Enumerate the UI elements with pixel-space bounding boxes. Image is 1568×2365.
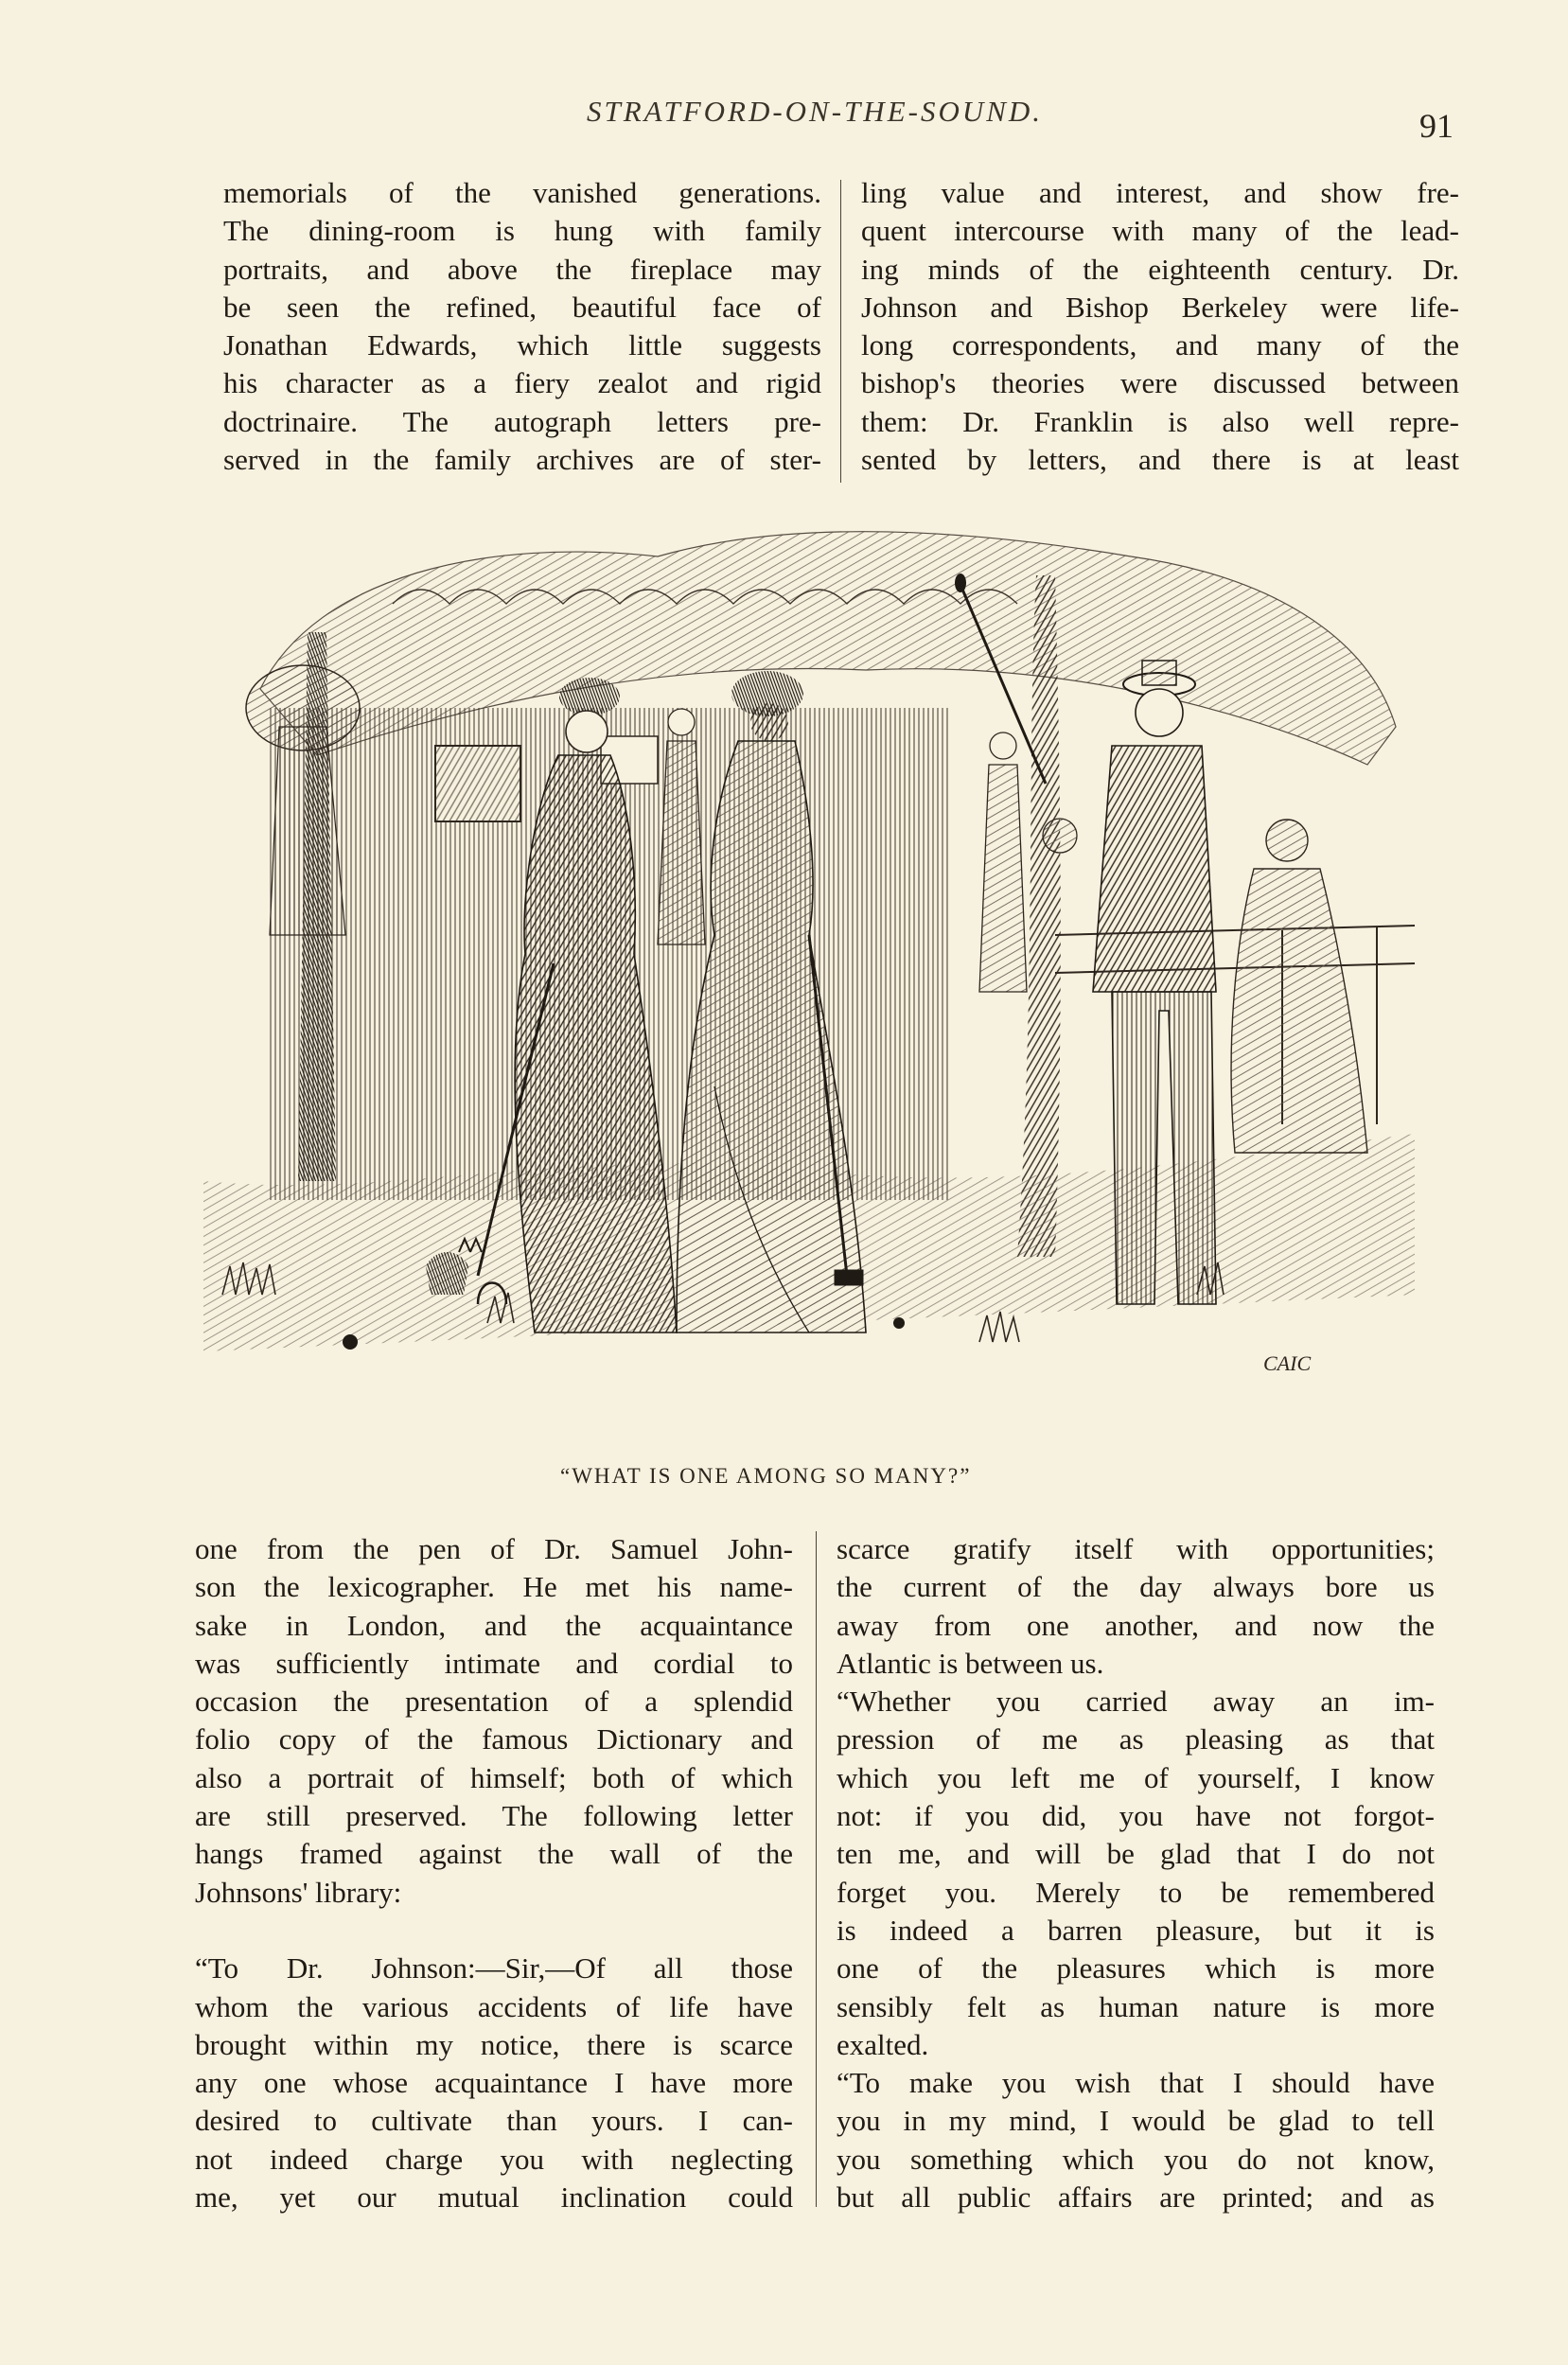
text-line: the current of the day always bore us [837,1570,1435,1604]
text-line: forget you. Merely to be remembered [837,1875,1435,1909]
text-line: which you left me of yourself, I know [837,1760,1435,1794]
text-line: occasion the presentation of a splendid [195,1685,793,1719]
running-head: STRATFORD-ON-THE-SOUND. [587,95,1044,128]
text-line: “To make you wish that I should have [837,2066,1435,2100]
text-line: ten me, and will be glad that I do not [837,1837,1435,1871]
text-line: served in the family archives are of ster- [223,443,821,477]
text-line: scarce gratify itself with opportunities; [837,1532,1435,1565]
text-line: are still preserved. The following letter [195,1799,793,1833]
text-line: but all public affairs are printed; and as [837,2180,1435,2215]
text-line: memorials of the vanished generations. [223,176,821,209]
bottom-right-column [837,1530,1435,2216]
text-line: one from the pen of Dr. Samuel John- [195,1532,793,1565]
artist-signature: CAIC [1263,1351,1312,1375]
text-line: Johnsons' library: [195,1875,402,1909]
text-line: brought within my notice, there is scarce [195,2027,793,2061]
text-line: sented by letters, and there is at least [861,443,1459,477]
text-line: away from one another, and now the [837,1608,1435,1642]
text-line: Atlantic is between us. [837,1646,1104,1680]
text-line: portraits, and above the fireplace may [223,252,821,286]
text-line: doctrinaire. The autograph letters pre- [223,404,821,438]
text-line [195,1912,793,1950]
text-line: sake in London, and the acquaintance [195,1608,793,1642]
text-line: hangs framed against the wall of the [195,1837,793,1871]
text-line: The dining-room is hung with family [223,214,821,248]
text-line: desired to cultivate than yours. I can- [195,2104,793,2138]
text-line: ling value and interest, and show fre- [861,176,1459,209]
page-number: 91 [1419,107,1453,145]
text-line: them: Dr. Franklin is also well repre- [861,404,1459,438]
text-line: bishop's theories were discussed between [861,366,1459,400]
text-line: any one whose acquaintance I have more [195,2066,793,2100]
text-line: whom the various accidents of life have [195,1989,793,2023]
text-line: was sufficiently intimate and cordial to [195,1646,793,1680]
text-line: you in my mind, I would be glad to tell [837,2104,1435,2138]
text-line: pression of me as pleasing as that [837,1722,1435,1756]
column-divider [840,180,841,483]
text-line: Jonathan Edwards, which little suggests [223,328,821,362]
text-line: is indeed a barren pleasure, but it is [837,1913,1435,1947]
text-line: “To Dr. Johnson:—Sir,—Of all those [195,1951,793,1986]
column-divider [816,1531,817,2207]
text-line: one of the pleasures which is more [837,1951,1435,1986]
text-line: his character as a fiery zealot and rigid [223,366,821,400]
illustration-caption: “WHAT IS ONE AMONG SO MANY?” [560,1464,972,1488]
top-left-column [223,174,821,479]
text-line: also a portrait of himself; both of which [195,1760,793,1794]
text-line: long correspondents, and many of the [861,328,1459,362]
text-line: exalted. [837,2027,929,2061]
croquet-illustration [203,519,1434,1446]
text-line: son the lexicographer. He met his name- [195,1570,793,1604]
text-line: not: if you did, you have not forgot- [837,1799,1435,1833]
text-line: not indeed charge you with neglecting [195,2142,793,2176]
text-line: Johnson and Bishop Berkeley were life- [861,290,1459,324]
top-right-column [861,174,1459,479]
text-line: quent intercourse with many of the lead- [861,214,1459,248]
text-line: you something which you do not know, [837,2142,1435,2176]
text-line: ing minds of the eighteenth century. Dr. [861,252,1459,286]
text-line: sensibly felt as human nature is more [837,1989,1435,2023]
text-line: be seen the refined, beautiful face of [223,290,821,324]
seated-woman [1231,820,1367,1153]
text-line: me, yet our mutual inclination could [195,2180,793,2215]
text-line: “Whether you carried away an im- [837,1685,1435,1719]
bottom-left-column [195,1530,793,2216]
text-line: folio copy of the famous Dictionary and [195,1722,793,1756]
